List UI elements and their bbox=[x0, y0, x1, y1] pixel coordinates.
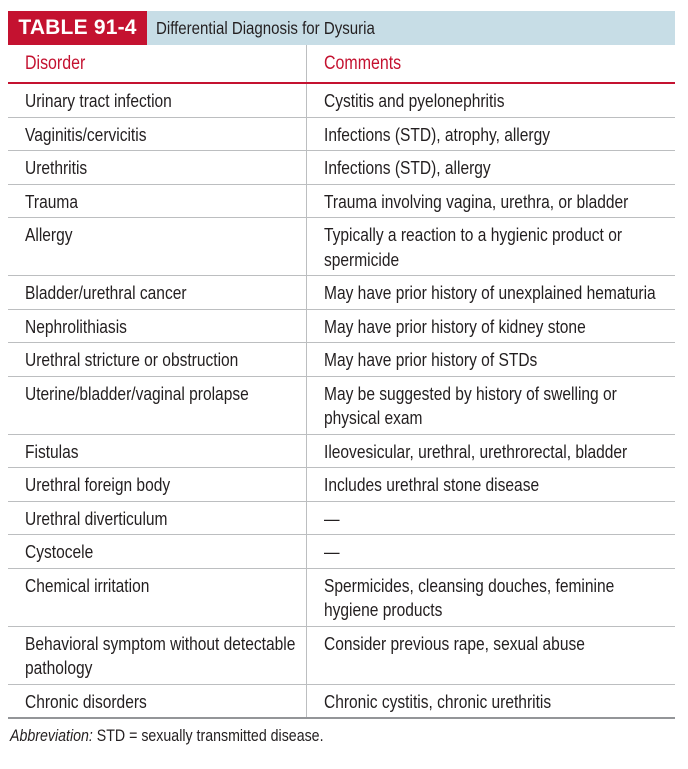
disorder-cell: Fistulas bbox=[8, 434, 306, 468]
comments-cell: May have prior history of unexplained hematuria bbox=[306, 276, 675, 310]
table-row bbox=[8, 626, 675, 684]
table-row bbox=[8, 568, 675, 626]
table-title: Differential Diagnosis for Dysuria bbox=[156, 18, 375, 38]
table-row bbox=[8, 83, 675, 117]
table-row bbox=[8, 343, 675, 377]
comments-cell: Infections (STD), atrophy, allergy bbox=[306, 117, 675, 151]
table-container bbox=[8, 11, 675, 746]
disorder-cell: Chemical irritation bbox=[8, 568, 306, 626]
comments-cell: Spermicides, cleansing douches, feminine hygiene products bbox=[306, 568, 675, 626]
table-row bbox=[8, 376, 675, 434]
disorder-cell: Urethral diverticulum bbox=[8, 501, 306, 535]
comments-cell: Consider previous rape, sexual abuse bbox=[306, 626, 675, 684]
comments-cell: May have prior history of STDs bbox=[306, 343, 675, 377]
table-header-row bbox=[8, 45, 675, 83]
disorder-cell: Urinary tract infection bbox=[8, 83, 306, 117]
header-comments: Comments bbox=[306, 45, 675, 83]
table-row bbox=[8, 184, 675, 218]
disorder-cell: Nephrolithiasis bbox=[8, 309, 306, 343]
disorder-cell: Urethral stricture or obstruction bbox=[8, 343, 306, 377]
comments-cell: Infections (STD), allergy bbox=[306, 151, 675, 185]
table-row bbox=[8, 535, 675, 569]
header-disorder: Disorder bbox=[8, 45, 306, 83]
disorder-cell: Behavioral symptom without detectable pathology bbox=[8, 626, 306, 684]
table-number-label: TABLE 91-4 bbox=[8, 11, 147, 45]
table-row bbox=[8, 276, 675, 310]
comments-cell: Typically a reaction to a hygienic product or spermicide bbox=[306, 218, 675, 276]
disorder-cell: Urethral foreign body bbox=[8, 468, 306, 502]
disorder-cell: Allergy bbox=[8, 218, 306, 276]
diagnosis-table bbox=[8, 45, 675, 719]
disorder-cell: Vaginitis/cervicitis bbox=[8, 117, 306, 151]
comments-cell: Cystitis and pyelonephritis bbox=[306, 83, 675, 117]
table-row bbox=[8, 117, 675, 151]
comments-cell: Ileovesicular, urethral, urethrorectal, bladder bbox=[306, 434, 675, 468]
comments-cell: Trauma involving vagina, urethra, or bladder bbox=[306, 184, 675, 218]
comments-cell: May have prior history of kidney stone bbox=[306, 309, 675, 343]
comments-cell: Includes urethral stone disease bbox=[306, 468, 675, 502]
disorder-cell: Urethritis bbox=[8, 151, 306, 185]
comments-cell: — bbox=[306, 535, 675, 569]
disorder-cell: Uterine/bladder/vaginal prolapse bbox=[8, 376, 306, 434]
table-row bbox=[8, 309, 675, 343]
table-row bbox=[8, 468, 675, 502]
disorder-cell: Cystocele bbox=[8, 535, 306, 569]
disorder-cell: Chronic disorders bbox=[8, 684, 306, 718]
footnote-text: STD = sexually transmitted disease. bbox=[92, 727, 324, 745]
table-row bbox=[8, 434, 675, 468]
table-row bbox=[8, 151, 675, 185]
comments-cell: Chronic cystitis, chronic urethritis bbox=[306, 684, 675, 718]
table-row bbox=[8, 684, 675, 718]
table-footnote bbox=[10, 727, 582, 746]
table-title-bar bbox=[8, 11, 675, 45]
table-row bbox=[8, 501, 675, 535]
disorder-cell: Bladder/urethral cancer bbox=[8, 276, 306, 310]
disorder-cell: Trauma bbox=[8, 184, 306, 218]
table-row bbox=[8, 218, 675, 276]
footnote-label: Abbreviation: bbox=[10, 727, 93, 745]
comments-cell: — bbox=[306, 501, 675, 535]
comments-cell: May be suggested by history of swelling or physical exam bbox=[306, 376, 675, 434]
